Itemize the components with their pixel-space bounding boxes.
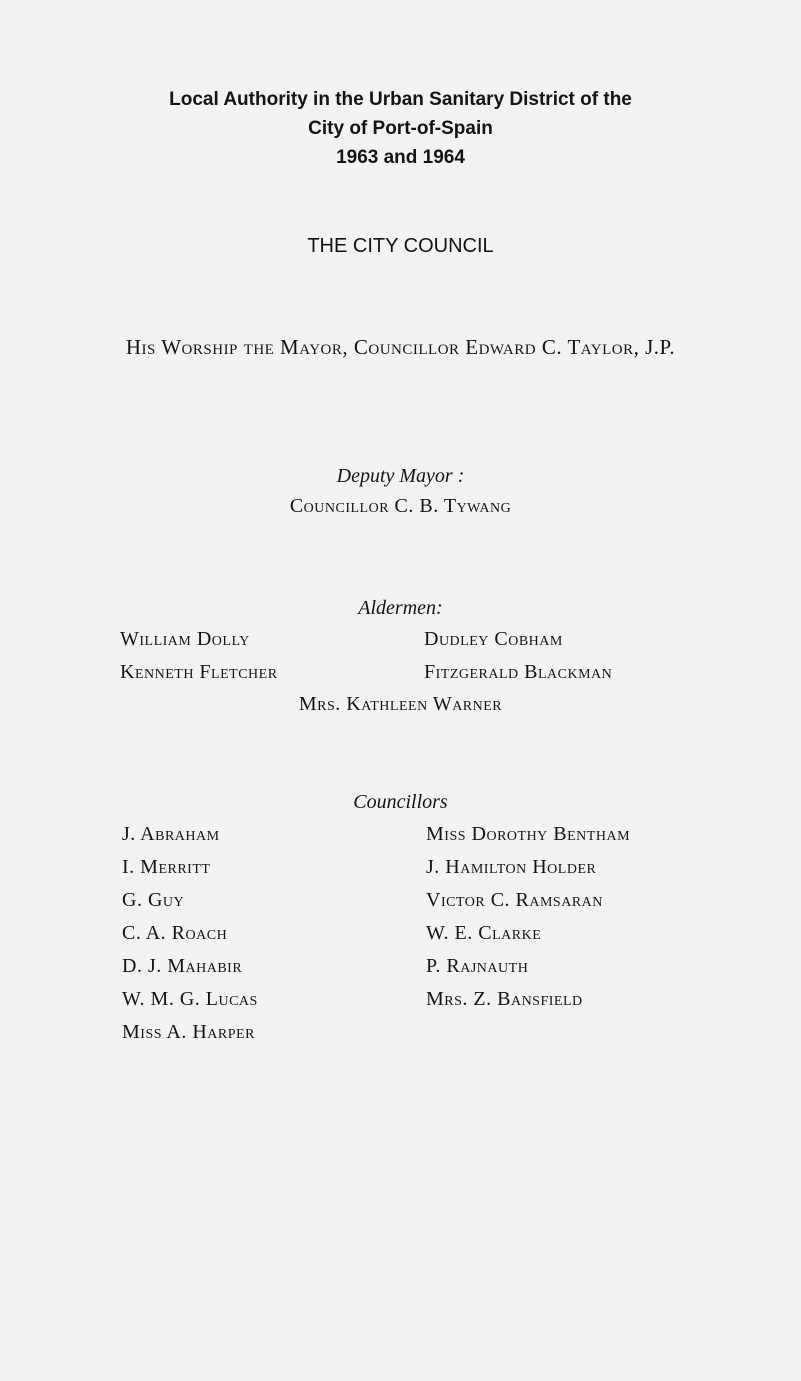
councillor-left-6: W. M. G. Lucas bbox=[122, 988, 258, 1010]
councillor-left-2: I. Merritt bbox=[122, 856, 211, 878]
councillor-left-7: Miss A. Harper bbox=[122, 1021, 255, 1043]
alderman-left-2: Kenneth Fletcher bbox=[120, 661, 278, 683]
deputy-mayor-name: Councillor C. B. Tywang bbox=[289, 495, 512, 517]
councillor-left-3: G. Guy bbox=[122, 889, 185, 911]
deputy-mayor-label: Deputy Mayor : bbox=[336, 465, 465, 487]
aldermen-label: Aldermen: bbox=[358, 597, 443, 619]
alderman-right-1: Dudley Cobham bbox=[424, 628, 563, 650]
councillor-right-4: W. E. Clarke bbox=[426, 922, 542, 944]
councillors-label: Councillors bbox=[353, 791, 448, 813]
header-years: 1963 and 1964 bbox=[336, 147, 465, 168]
councillor-right-2: J. Hamilton Holder bbox=[426, 856, 597, 878]
header-city: City of Port-of-Spain bbox=[308, 118, 493, 139]
mayor-line: His Worship the Mayor, Councillor Edward C. Taylor, J.P. bbox=[125, 335, 676, 359]
councillor-left-4: C. A. Roach bbox=[122, 922, 228, 944]
councillor-left-5: D. J. Mahabir bbox=[122, 955, 243, 977]
council-title: THE CITY COUNCIL bbox=[307, 235, 494, 257]
header-authority: Local Authority in the Urban Sanitary District of the bbox=[169, 89, 632, 110]
alderman-left-1: William Dolly bbox=[120, 628, 250, 650]
councillor-left-1: J. Abraham bbox=[122, 823, 220, 845]
alderman-right-2: Fitzgerald Blackman bbox=[424, 661, 613, 683]
councillor-right-3: Victor C. Ramsaran bbox=[426, 889, 603, 911]
councillor-right-1: Miss Dorothy Bentham bbox=[426, 823, 631, 845]
councillor-right-6: Mrs. Z. Bansfield bbox=[426, 988, 583, 1010]
councillor-right-5: P. Rajnauth bbox=[426, 955, 529, 977]
alderman-center: Mrs. Kathleen Warner bbox=[298, 693, 503, 715]
